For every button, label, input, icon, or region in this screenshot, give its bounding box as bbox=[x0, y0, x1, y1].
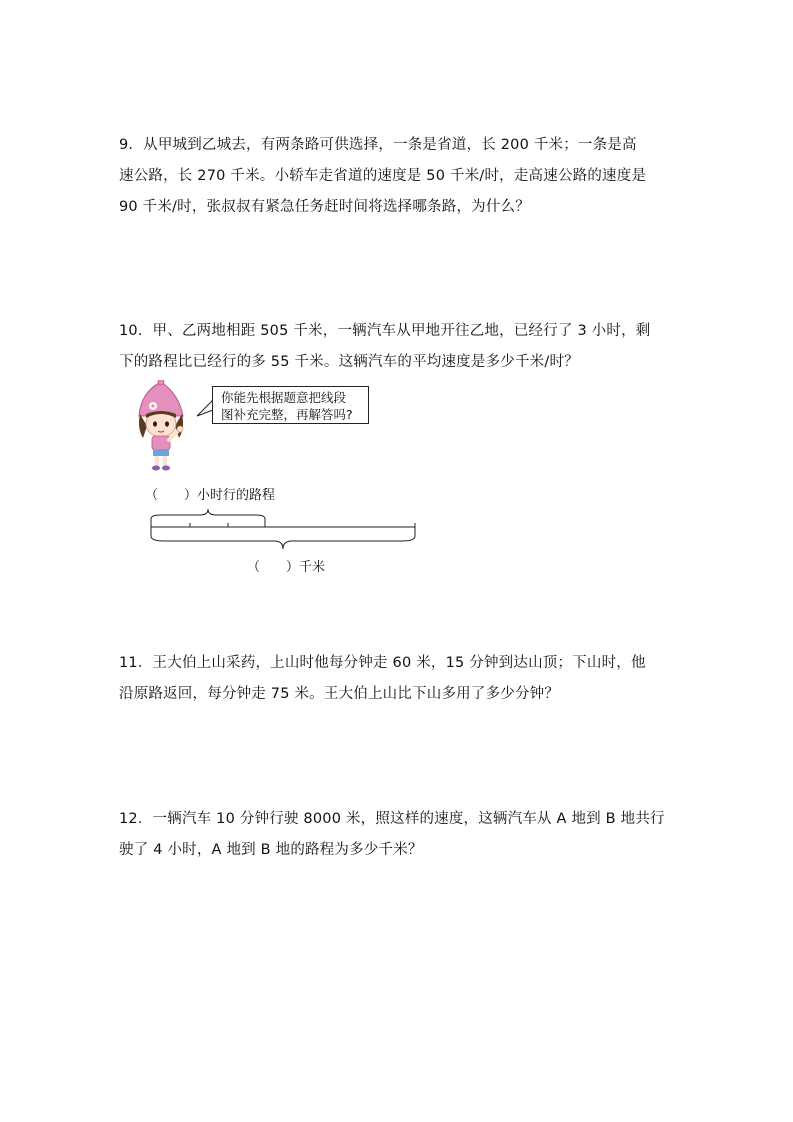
question-12-line-1: 12．一辆汽车 10 分钟行驶 8000 米，照这样的速度，这辆汽车从 A 地到 B 地共行 bbox=[119, 811, 665, 827]
bottom-brace bbox=[151, 531, 415, 549]
question-9-line-1: 9．从甲城到乙城去，有两条路可供选择，一条是省道，长 200 千米；一条是高 bbox=[119, 137, 637, 153]
speech-bubble bbox=[212, 386, 369, 424]
speech-line-1: 你能先根据题意把线段 bbox=[221, 390, 347, 405]
question-10 bbox=[119, 316, 679, 378]
top-brace bbox=[151, 509, 265, 524]
question-12 bbox=[119, 804, 679, 866]
question-11-line-2: 沿原路返回，每分钟走 75 米。王大伯上山比下山多用了多少分钟？ bbox=[119, 686, 560, 702]
speech-line-2: 图补充完整，再解答吗? bbox=[221, 407, 353, 422]
line-segment-diagram bbox=[140, 505, 430, 555]
question-10-line-1: 10．甲、乙两地相距 505 千米，一辆汽车从甲地开往乙地，已经行了 3 小时，剩 bbox=[119, 323, 651, 339]
question-9-line-2: 速公路，长 270 千米。小轿车走省道的速度是 50 千米/时，走高速公路的速度是 bbox=[119, 168, 647, 184]
question-11 bbox=[119, 648, 679, 710]
question-12-line-2: 驶了 4 小时，A 地到 B 地的路程为多少千米？ bbox=[119, 842, 423, 858]
question-9 bbox=[119, 130, 679, 223]
question-9-line-3: 90 千米/时，张叔叔有紧急任务赶时间将选择哪条路，为什么？ bbox=[119, 199, 530, 215]
question-10-line-2: 下的路程比已经行的多 55 千米。这辆汽车的平均速度是多少千米/时？ bbox=[119, 354, 579, 370]
question-11-line-1: 11．王大伯上山采药，上山时他每分钟走 60 米，15 分钟到达山顶；下山时，他 bbox=[119, 655, 646, 671]
diagram-bottom-label: （ ）千米 bbox=[247, 560, 326, 575]
cartoon-girl-illustration bbox=[133, 380, 195, 472]
diagram-top-label: （ ）小时行的路程 bbox=[145, 488, 276, 503]
